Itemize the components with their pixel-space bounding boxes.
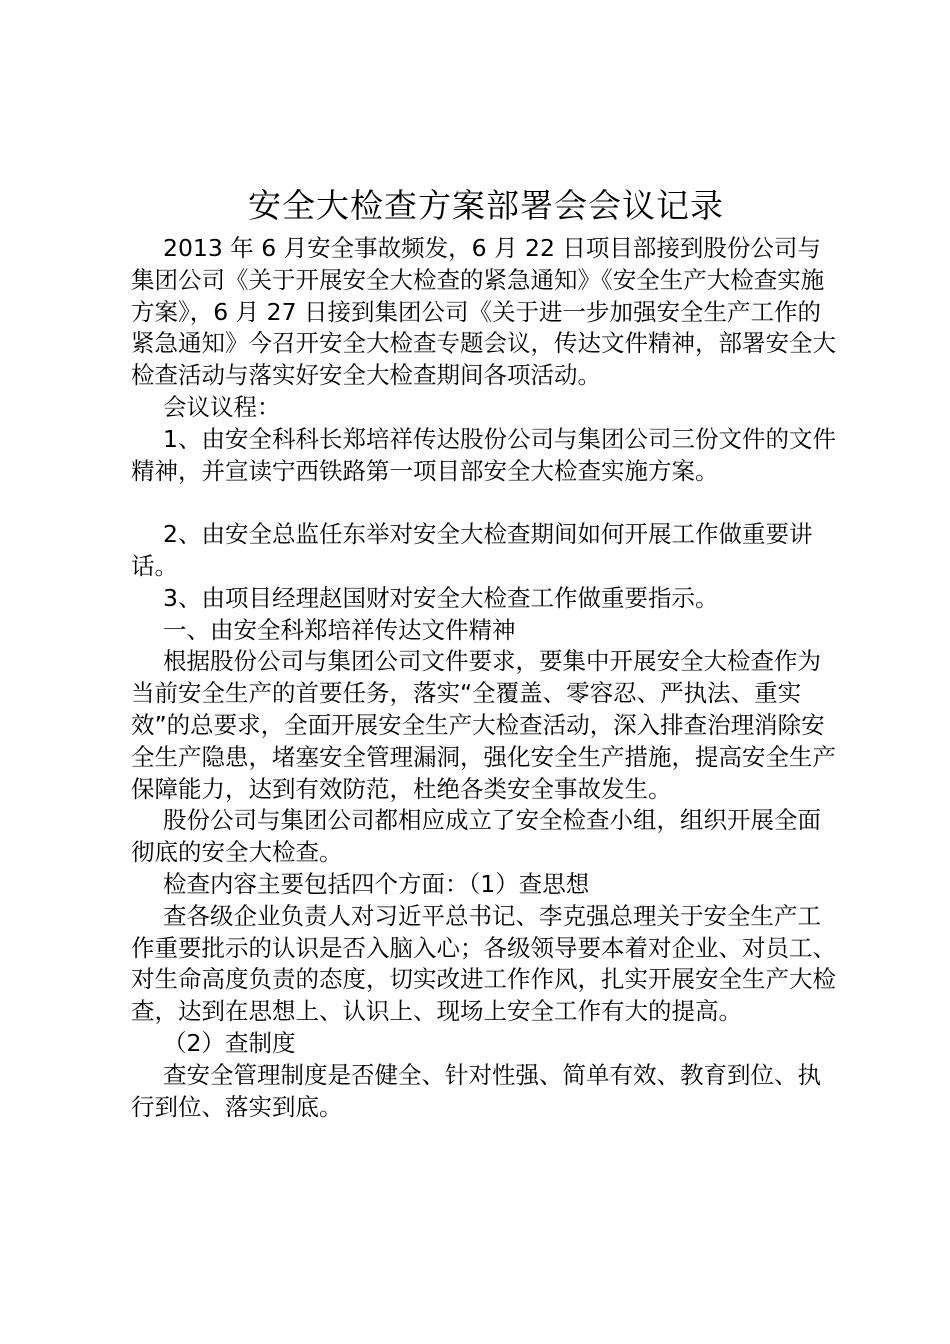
- paragraph-requirements: 根据股份公司与集团公司文件要求，要集中开展安全大检查作为当前安全生产的首要任务，落实“全覆盖、零容忍、严执法、重实效”的总要求，全面开展安全生产大检查活动，深入排查治理消除安全生产隐患，堵塞安全管理漏洞，强化安全生产措施，提高安全生产保障能力，达到有效防范，杜绝各类安全事故发生。: [131, 647, 836, 803]
- paragraph-intro: 2013 年 6 月安全事故频发，6 月 22 日项目部接到股份公司与集团公司《关于开展安全大检查的紧急通知》《安全生产大检查实施方案》，6 月 27 日接到集团公司《关于进一步加强安全生产工作的紧急通知》今召开安全大检查专题会议，传达文件精神，部署安全大检查活动与落实好安全大检查期间各项活动。: [131, 234, 836, 390]
- paragraph-agenda-item-3: 3、由项目经理赵国财对安全大检查工作做重要指示。: [163, 583, 719, 612]
- paragraph-check-thinking: 查各级企业负责人对习近平总书记、李克强总理关于安全生产工作重要批示的认识是否入脑入心；各级领导要本着对企业、对员工、对生命高度负责的态度，切实改进工作作风，扎实开展安全生产大检查，达到在思想上、认识上、现场上安全工作有大的提高。: [131, 901, 836, 1026]
- document-page: [131, 183, 841, 1123]
- paragraph-inspection-scope: 检查内容主要包括四个方面：（1）查思想: [163, 869, 590, 898]
- section-heading-1: 一、由安全科郑培祥传达文件精神: [163, 615, 516, 644]
- paragraph-inspection-teams: 股份公司与集团公司都相应成立了安全检查小组，组织开展全面彻底的安全大检查。: [131, 806, 821, 867]
- paragraph-agenda-heading: 会议议程：: [163, 392, 281, 421]
- paragraph-agenda-item-2: 2、由安全总监任东举对安全大检查期间如何开展工作做重要讲话。: [131, 520, 813, 580]
- document-title: 安全大检查方案部署会会议记录: [248, 186, 724, 225]
- subheading-check-system: （2）查制度: [163, 1028, 296, 1057]
- paragraph-check-system: 查安全管理制度是否健全、针对性强、简单有效、教育到位、执行到位、落实到底。: [131, 1060, 821, 1121]
- paragraph-agenda-item-1: 1、由安全科科长郑培祥传达股份公司与集团公司三份文件的文件精神，并宣读宁西铁路第一项目部安全大检查实施方案。: [131, 424, 836, 485]
